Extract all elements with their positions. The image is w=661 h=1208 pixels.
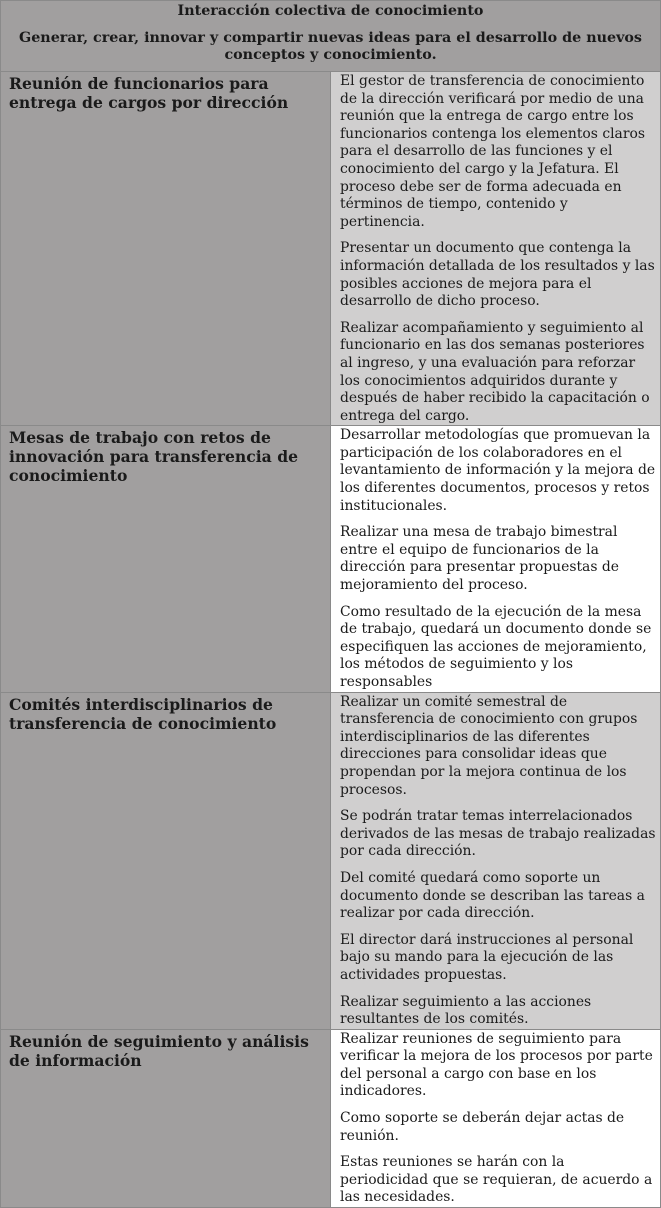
row-paragraph: El director dará instrucciones al personal bajo su mando para la ejecución de las actividades propuestas.	[340, 931, 634, 983]
row-content	[331, 426, 661, 692]
row-paragraph: Realizar seguimiento a las acciones resultantes de los comités.	[340, 993, 592, 1028]
row-paragraph: Realizar un comité semestral de transferencia de conocimiento con grupos interdisciplinarios de las diferentes direcciones para consolidar ideas que propendan por la mejora continua de los procesos.	[340, 693, 638, 798]
row-paragraph: Desarrollar metodologías que promuevan la participación de los colaboradores en el levantamiento de información y la mejora de los diferentes documentos, procesos y retos institucionales.	[340, 427, 656, 514]
row-paragraph: Estas reuniones se harán con la periodicidad que se requieran, de acuerdo a las necesidades.	[340, 1154, 653, 1206]
table-row	[1, 1029, 661, 1207]
row-paragraph: Realizar reuniones de seguimiento para verificar la mejora de los procesos por parte del personal a cargo con base en los indicadores.	[340, 1030, 653, 1100]
row-paragraph: Presentar un documento que contenga la información detallada de los resultados y las posibles acciones de mejora para el desarrollo de dicho proceso.	[340, 240, 655, 310]
row-label: Comités interdisciplinarios de transferencia de conocimiento	[1, 692, 331, 1029]
row-paragraph: Como soporte se deberán dejar actas de reunión.	[340, 1110, 625, 1144]
row-content	[331, 692, 661, 1029]
table-row	[1, 692, 661, 1029]
table-title: Interacción colectiva de conocimiento	[177, 3, 484, 19]
row-paragraph: Como resultado de la ejecución de la mesa de trabajo, quedará un documento donde se especifiquen las acciones de mejoramiento, los métodos de seguimiento y los responsables	[340, 603, 652, 690]
row-label: Mesas de trabajo con retos de innovación para transferencia de conocimiento	[1, 426, 331, 692]
row-label: Reunión de funcionarios para entrega de cargos por dirección	[1, 72, 331, 426]
table-subtitle: Generar, crear, innovar y compartir nuevas ideas para el desarrollo de nuevos conceptos y conocimiento.	[19, 30, 642, 63]
row-paragraph: Del comité quedará como soporte un documento donde se describan las tareas a realizar por cada dirección.	[340, 869, 645, 922]
row-label: Reunión de seguimiento y análisis de información	[1, 1029, 331, 1207]
table-row	[1, 426, 661, 692]
row-content	[331, 72, 661, 426]
row-content	[331, 1029, 661, 1207]
row-paragraph: Se podrán tratar temas interrelacionados derivados de las mesas de trabajo realizadas por cada dirección.	[340, 808, 656, 860]
row-paragraph: Realizar una mesa de trabajo bimestral entre el equipo de funcionarios de la dirección para presentar propuestas de mejoramiento del proceso.	[340, 524, 619, 594]
table-header	[1, 1, 661, 72]
row-paragraph: El gestor de transferencia de conocimiento de la dirección verificará por medio de una reunión que la entrega de cargo entre los funcionarios contenga los elementos claros para el desarrollo de las funciones y el conocimiento del cargo y la Jefatura. El proceso debe ser de forma adecuada en términos de tiempo, contenido y pertinencia.	[340, 73, 645, 230]
row-paragraph: Realizar acompañamiento y seguimiento al funcionario en las dos semanas posteriores al ingreso, y una evaluación para reforzar los conocimientos adquiridos durante y después de haber recibido la capacitación o entrega del cargo.	[340, 319, 650, 424]
table-row	[1, 72, 661, 426]
